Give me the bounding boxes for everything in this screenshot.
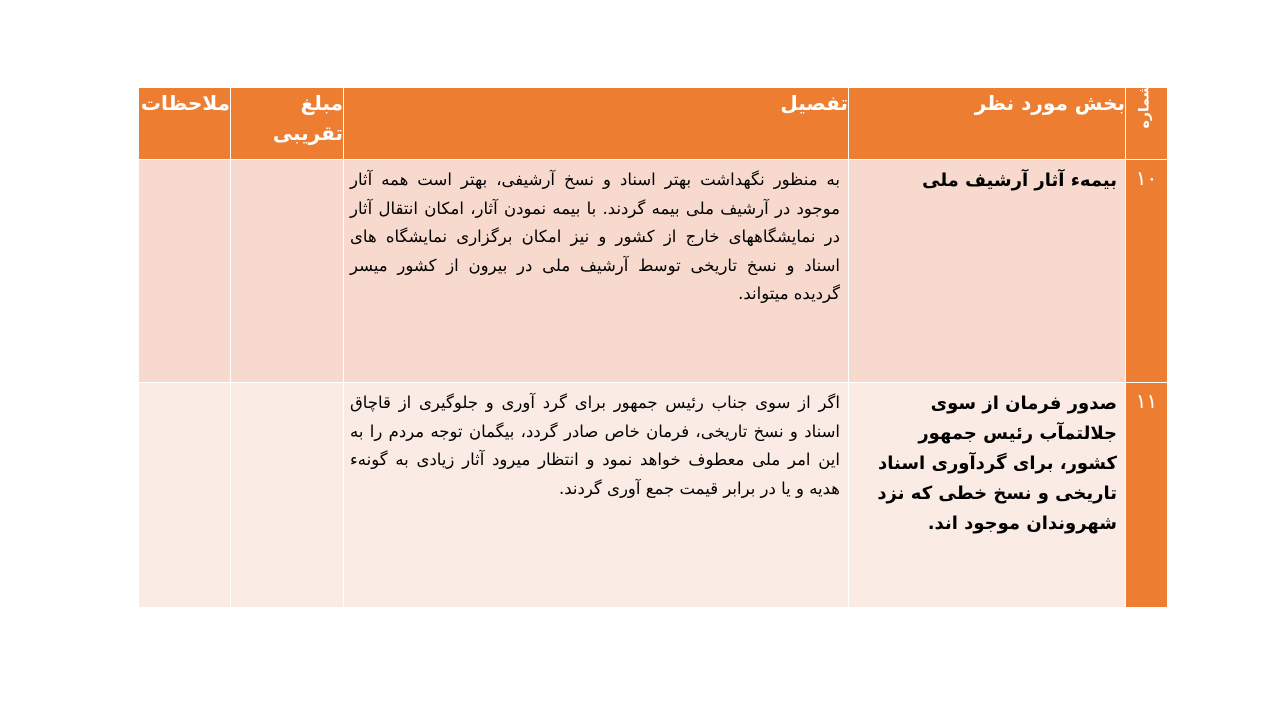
proposals-table bbox=[138, 83, 1168, 608]
row-number: ۱۰ bbox=[1126, 160, 1168, 383]
row-number: ۱۱ bbox=[1126, 383, 1168, 608]
table-row bbox=[139, 160, 1168, 383]
row-detail: اگر از سوی جناب رئیس جمهور برای گرد آوری و جلوگیری از قاچاق اسناد و نسخ تاریخی، فرمان خاص صادر گردد، بیگمان توجه مردم را به این امر ملی معطوف خواهد نمود و انتظار میرود آثار زیادی به گونهء هدیه و یا در برابر قیمت جمع آوری گردند. bbox=[344, 383, 849, 608]
row-amount bbox=[231, 160, 344, 383]
header-number: شماره bbox=[1126, 88, 1168, 160]
row-detail: به منظور نگهداشت بهتر اسناد و نسخ آرشیفی، بهتر است همه آثار موجود در آرشیف ملی بیمه گردند. با بیمه نمودن آثار، امکان انتقال آثار در نمایشگاههای خارج از کشور و نیز امکان برگزاری نمایشگاه های اسناد و نسخ تاریخی توسط آرشیف ملی در بیرون از کشور میسر گردیده میتواند. bbox=[344, 160, 849, 383]
row-section: بیمهء آثار آرشیف ملی bbox=[849, 160, 1126, 383]
table-row bbox=[139, 383, 1168, 608]
row-amount bbox=[231, 383, 344, 608]
header-detail: تفصیل bbox=[344, 88, 849, 160]
table-header-row bbox=[139, 88, 1168, 160]
row-notes bbox=[139, 160, 231, 383]
header-amount: مبلغ تقریبی bbox=[231, 88, 344, 160]
row-notes bbox=[139, 383, 231, 608]
row-section: صدور فرمان از سوی جلالتمآب رئیس جمهور کشور، برای گردآوری اسناد تاریخی و نسخ خطی که نزد شهروندان موجود اند. bbox=[849, 383, 1126, 608]
header-notes: ملاحظات bbox=[139, 88, 231, 160]
header-section: بخش مورد نظر bbox=[849, 88, 1126, 160]
